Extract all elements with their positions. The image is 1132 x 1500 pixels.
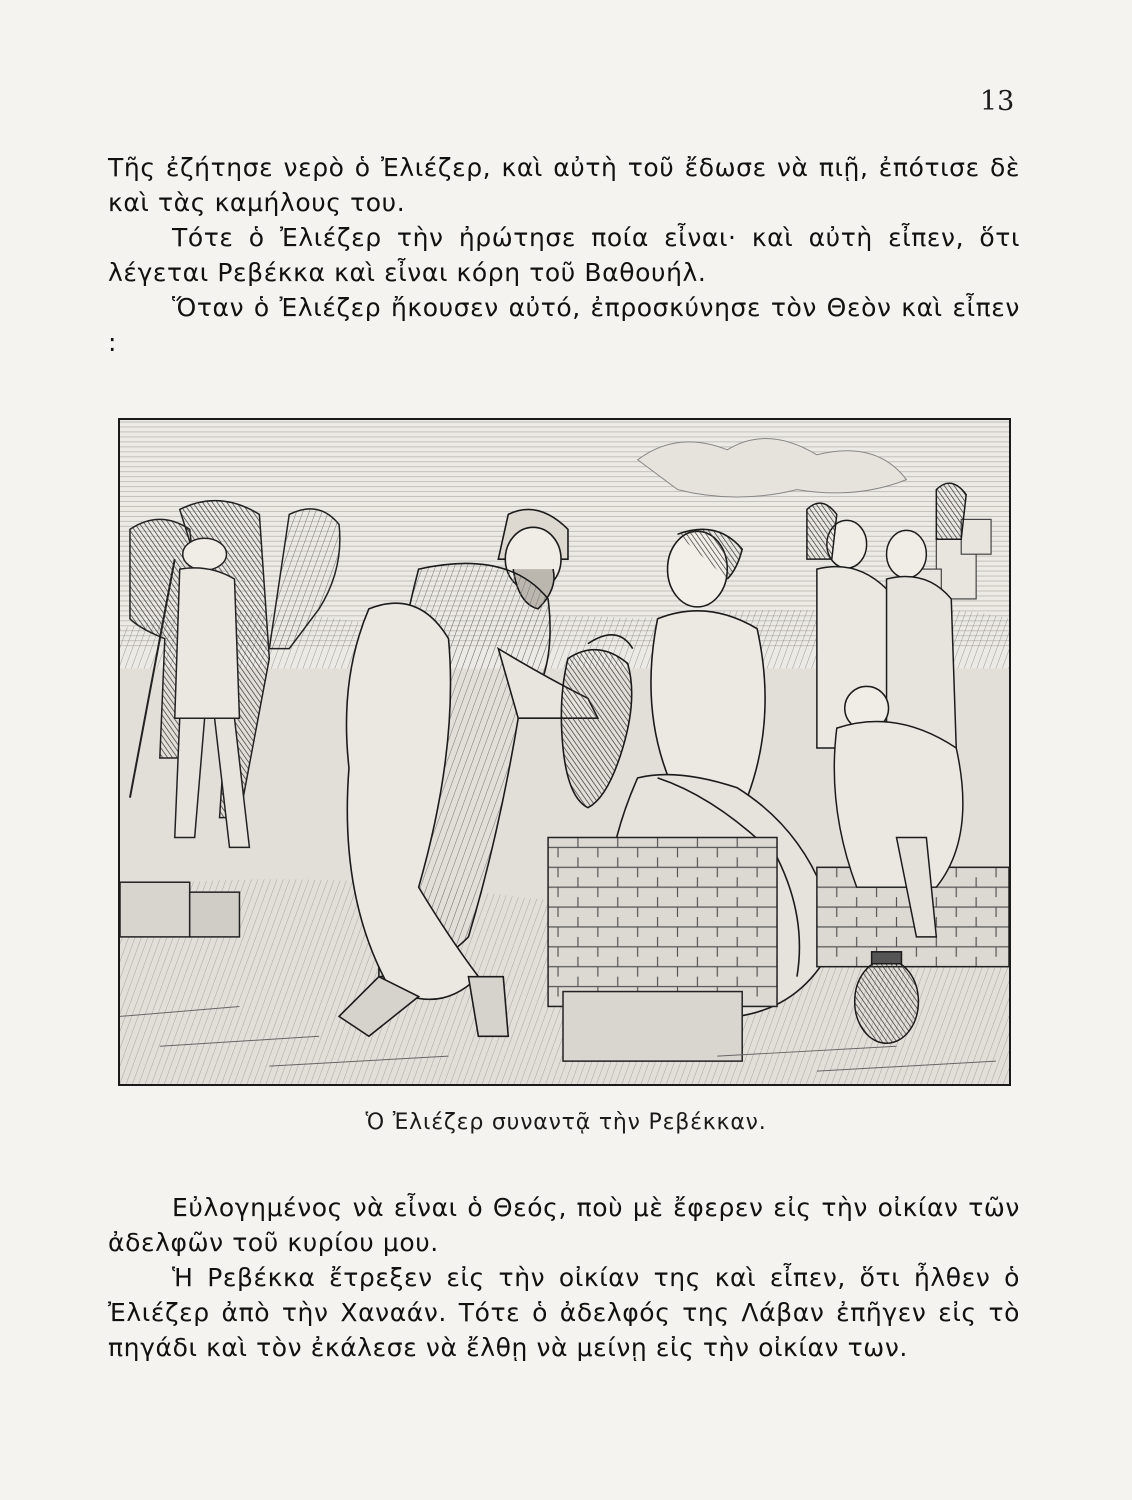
paragraph-2: Τότε ὁ Ἐλιέζερ τὴν ἠρώτησε ποία εἶναι· καὶ αὐτὴ εἶπεν, ὅτι λέγεται Ρεβέκκα καὶ εἶναι κόρη τοῦ Βαθουήλ.: [108, 223, 1020, 287]
figure-caption: Ὁ Ἐλιέζερ συναντᾷ τὴν Ρεβέκκαν.: [365, 1110, 767, 1135]
paragraph-5: Ἡ Ρεβέκκα ἔτρεξεν εἰς τὴν οἰκίαν της καὶ εἶπεν, ὅτι ἦλθεν ὁ Ἐλιέζερ ἀπὸ τὴν Χαναάν. Τότε ὁ ἀδελφός της Λάβαν ἐπῆγεν εἰς τὸ πηγάδι καὶ τὸν ἐκάλεσε νὰ ἔλθῃ νὰ μείνῃ εἰς τὴν οἰκίαν των.: [108, 1263, 1020, 1362]
top-text-block: [108, 150, 1020, 360]
paragraph-1: Τῆς ἐζήτησε νερὸ ὁ Ἐλιέζερ, καὶ αὐτὴ τοῦ ἔδωσε νὰ πιῇ, ἐπότισε δὲ καὶ τὰς καμήλους του.: [108, 153, 1020, 217]
paragraph-4: Εὐλογημένος νὰ εἶναι ὁ Θεός, ποὺ μὲ ἔφερεν εἰς τὴν οἰκίαν τῶν ἀδελφῶν τοῦ κυρίου μου.: [108, 1193, 1020, 1257]
paragraph-3: Ὅταν ὁ Ἐλιέζερ ἤκουσεν αὐτό, ἐπροσκύνησε τὸν Θεὸν καὶ εἶπεν :: [108, 293, 1020, 357]
engraving-illustration: [118, 418, 1011, 1086]
bottom-text-block: [108, 1190, 1020, 1365]
engraving-drawing: [120, 420, 1009, 1084]
page-number: 13: [980, 86, 1015, 117]
